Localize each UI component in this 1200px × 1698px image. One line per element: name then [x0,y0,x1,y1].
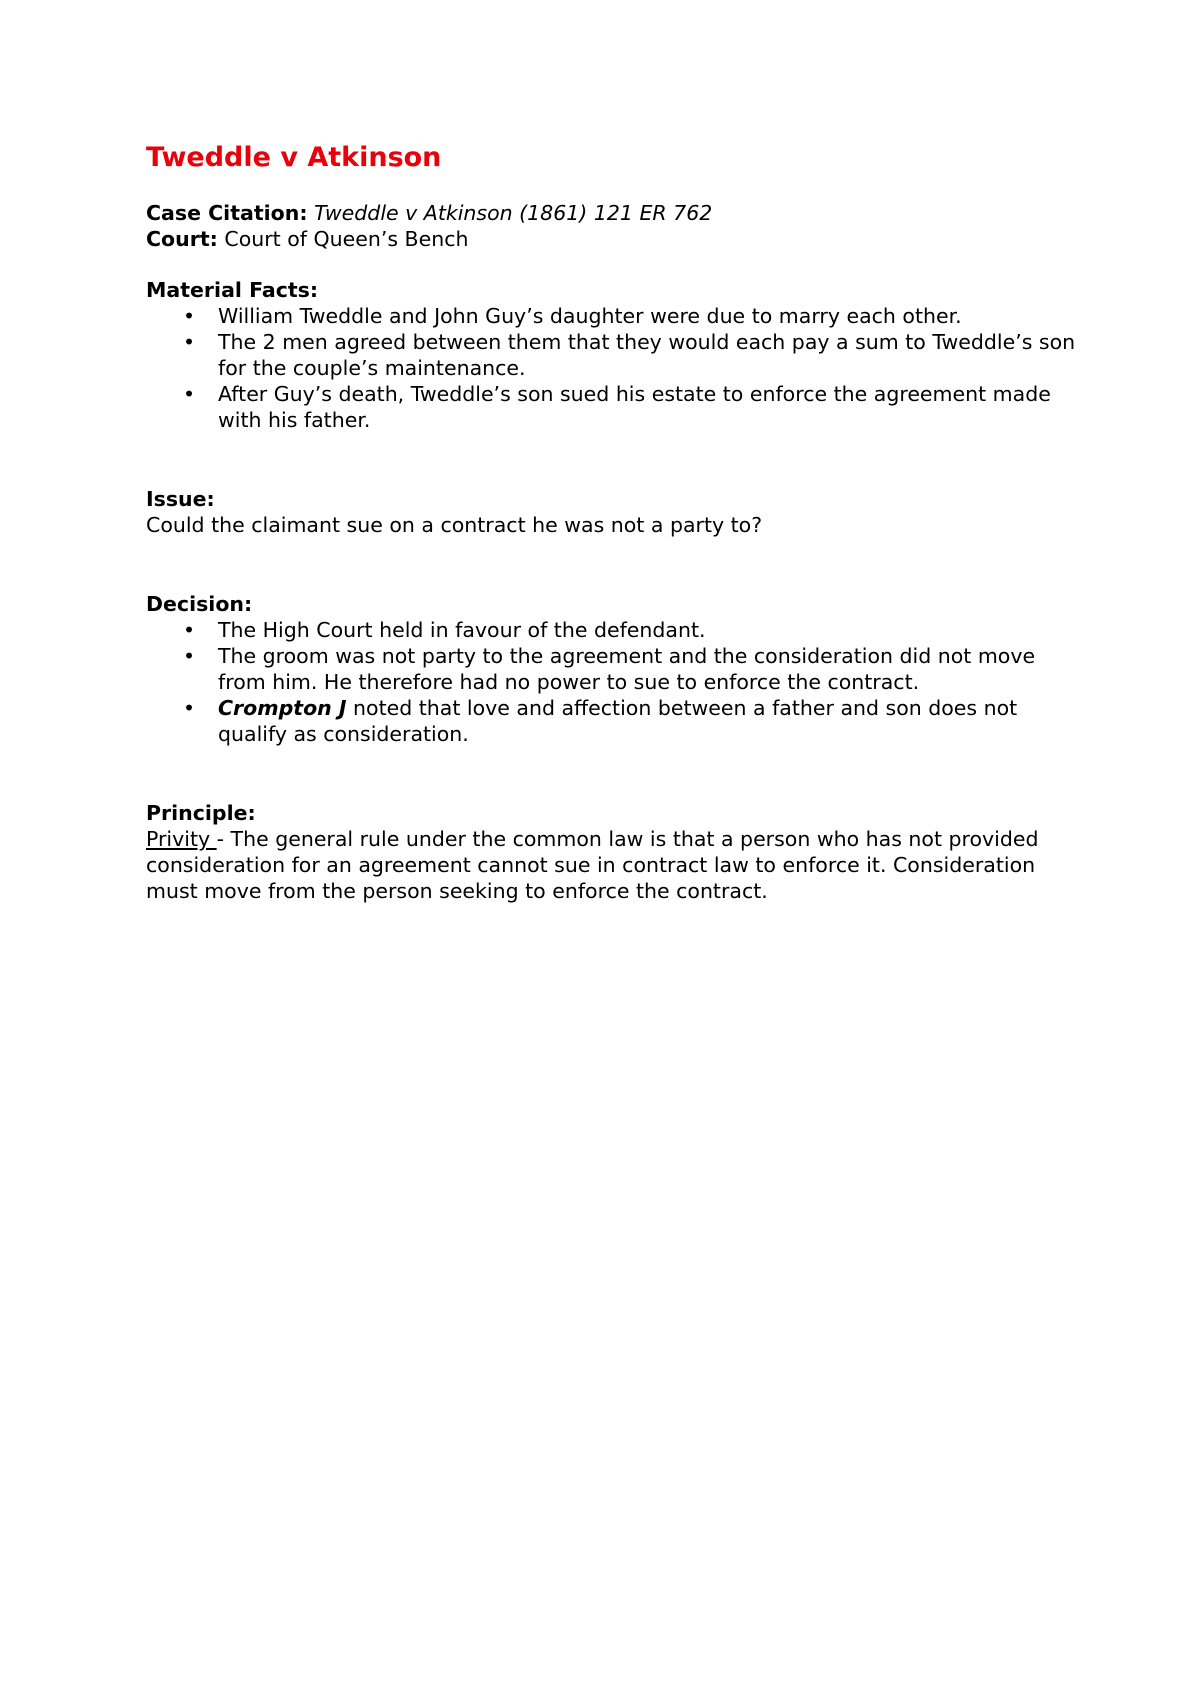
principle-term: Privity [146,827,217,851]
citation-line [146,200,1086,226]
list-item [146,617,1086,643]
spacer [146,433,1086,486]
issue-text: Could the claimant sue on a contract he was not a party to? [146,513,763,537]
list-item-text: noted that love and affection between a father and son does not qualify as consideration. [218,696,1018,746]
material-facts-list [146,303,1086,433]
list-item [146,381,1086,433]
bullet-icon: • [183,696,196,720]
bullet-icon: • [183,618,196,642]
spacer [146,747,1086,800]
list-item-text: William Tweddle and John Guy’s daughter were due to marry each other. [218,304,962,328]
bullet-icon: • [183,330,196,354]
case-title: Tweddle v Atkinson [146,142,442,173]
spacer [146,538,1086,591]
list-item [146,643,1086,695]
issue-heading: Issue: [146,487,215,511]
principle-heading: Principle: [146,801,256,825]
court-value: Court of Queen’s Bench [224,227,469,251]
material-facts-heading: Material Facts: [146,278,319,302]
bullet-icon: • [183,644,196,668]
list-item-text: The High Court held in favour of the defendant. [218,618,706,642]
spacer [146,252,1086,277]
list-item [146,303,1086,329]
bullet-icon: • [183,304,196,328]
court-label: Court: [146,227,218,251]
list-item-text: The groom was not party to the agreement and the consideration did not move from him. He therefore had no power to sue to enforce the contract. [218,644,1036,694]
citation-value: Tweddle v Atkinson (1861) 121 ER 762 [314,201,713,225]
citation-label: Case Citation: [146,201,308,225]
document-page [146,140,1086,904]
list-item-text: After Guy’s death, Tweddle’s son sued his estate to enforce the agreement made with his father. [218,382,1051,432]
court-line [146,226,1086,252]
principle-paragraph [146,826,1086,904]
judge-name: Crompton J [218,696,347,720]
decision-list [146,617,1086,747]
decision-heading: Decision: [146,592,253,616]
principle-text: - The general rule under the common law is that a person who has not provided consideration for an agreement cannot sue in contract law to enforce it. Consideration must move from the person seeking to enforce the contract. [146,827,1039,903]
list-item-text: The 2 men agreed between them that they would each pay a sum to Tweddle’s son for the couple’s maintenance. [218,330,1076,380]
case-meta [146,200,1086,252]
list-item [146,695,1086,747]
list-item [146,329,1086,381]
bullet-icon: • [183,382,196,406]
